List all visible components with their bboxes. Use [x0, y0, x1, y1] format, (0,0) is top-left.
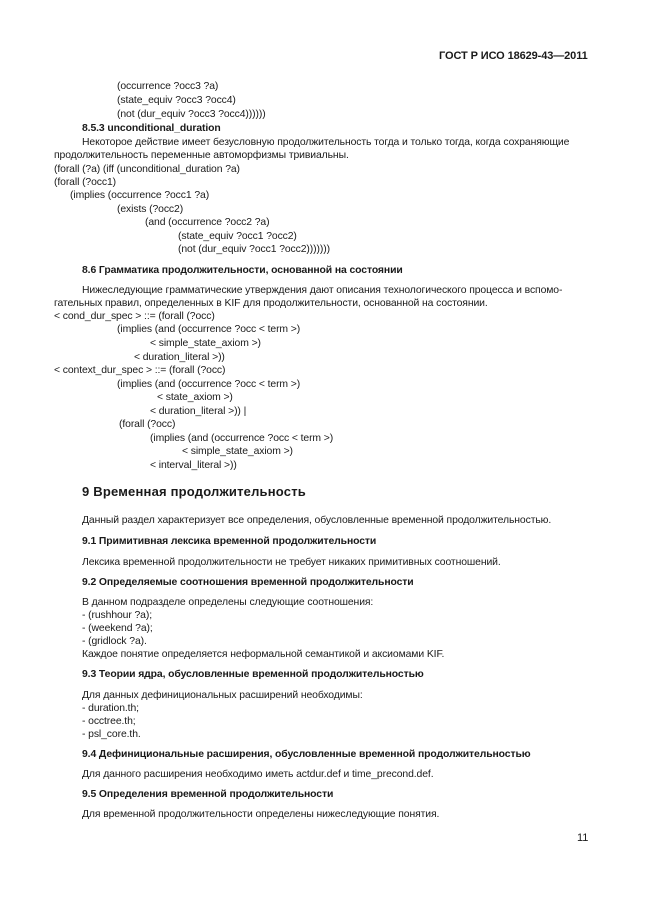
- grammar-line: < simple_state_axiom >): [150, 338, 261, 349]
- paragraph-line: Каждое понятие определяется неформальной семантикой и аксиомами KIF.: [82, 649, 445, 660]
- paragraph-line: продолжительность переменные автоморфизмы тривиальны.: [54, 150, 349, 161]
- section-heading-9: 9 Временная продолжительность: [82, 484, 306, 499]
- section-heading-9-4: 9.4 Дефинициональные расширения, обусловленные временной продолжительностью: [82, 749, 531, 760]
- section-heading-9-2: 9.2 Определяемые соотношения временной продолжительности: [82, 577, 414, 588]
- paragraph-line: Для данного расширения необходимо иметь actdur.def и time_precond.def.: [82, 769, 434, 780]
- section-heading-9-1: 9.1 Примитивная лексика временной продолжительности: [82, 536, 377, 547]
- section-heading-8-5-3: 8.5.3 unconditional_duration: [82, 123, 221, 134]
- code-line: (implies (occurrence ?occ1 ?a): [70, 190, 210, 201]
- section-heading-9-3: 9.3 Теории ядра, обусловленные временной продолжительностью: [82, 669, 424, 680]
- grammar-line: < duration_literal >)) |: [150, 406, 247, 417]
- list-item: - duration.th;: [82, 703, 139, 714]
- document-id-header: ГОСТ Р ИСО 18629-43—2011: [439, 50, 588, 62]
- grammar-line: < state_axiom >): [157, 392, 233, 403]
- grammar-line: (implies (and (occurrence ?occ < term >): [117, 324, 301, 335]
- grammar-line: (forall (?occ): [119, 419, 176, 430]
- section-heading-9-5: 9.5 Определения временной продолжительности: [82, 789, 334, 800]
- code-line: (state_equiv ?occ1 ?occ2): [178, 231, 297, 242]
- grammar-line: < duration_literal >)): [134, 352, 225, 363]
- paragraph-line: Лексика временной продолжительности не требует никаких примитивных соотношений.: [82, 557, 501, 568]
- section-heading-8-6: 8.6 Грамматика продолжительности, основанной на состоянии: [82, 265, 403, 276]
- grammar-line: < cond_dur_spec > ::= (forall (?occ): [54, 311, 215, 322]
- paragraph-line: Нижеследующие грамматические утверждения дают описания технологического процесса и вспомо-: [82, 285, 563, 296]
- code-line: (forall (?occ1): [54, 177, 117, 188]
- paragraph-line: Для временной продолжительности определены нижеследующие понятия.: [82, 809, 440, 820]
- paragraph-line: В данном подразделе определены следующие соотношения:: [82, 597, 374, 608]
- paragraph-line: гательных правил, определенных в KIF для продолжительности, основанной на состоянии.: [54, 298, 488, 309]
- paragraph-line: Для данных дефинициональных расширений необходимы:: [82, 690, 363, 701]
- list-item: - (weekend ?a);: [82, 623, 153, 634]
- list-item: - (gridlock ?a).: [82, 636, 147, 647]
- code-line: (occurrence ?occ3 ?a): [117, 81, 219, 92]
- page-number: 11: [577, 832, 589, 844]
- code-line: (and (occurrence ?occ2 ?a): [145, 217, 270, 228]
- grammar-line: (implies (and (occurrence ?occ < term >): [150, 433, 334, 444]
- code-line: (not (dur_equiv ?occ1 ?occ2))))))): [178, 244, 330, 255]
- grammar-line: (implies (and (occurrence ?occ < term >): [117, 379, 301, 390]
- grammar-line: < context_dur_spec > ::= (forall (?occ): [54, 365, 226, 376]
- code-line: (forall (?a) (iff (unconditional_duration ?a): [54, 164, 240, 175]
- paragraph-line: Некоторое действие имеет безусловную продолжительность тогда и только тогда, когда сохраняющие: [82, 137, 570, 148]
- code-line: (not (dur_equiv ?occ3 ?occ4)))))): [117, 109, 266, 120]
- paragraph-line: Данный раздел характеризует все определения, обусловленные временной продолжительностью.: [82, 515, 552, 526]
- list-item: - occtree.th;: [82, 716, 136, 727]
- list-item: - (rushhour ?a);: [82, 610, 153, 621]
- code-line: (state_equiv ?occ3 ?occ4): [117, 95, 236, 106]
- grammar-line: < interval_literal >)): [150, 460, 237, 471]
- grammar-line: < simple_state_axiom >): [182, 446, 293, 457]
- list-item: - psl_core.th.: [82, 729, 141, 740]
- code-line: (exists (?occ2): [117, 204, 184, 215]
